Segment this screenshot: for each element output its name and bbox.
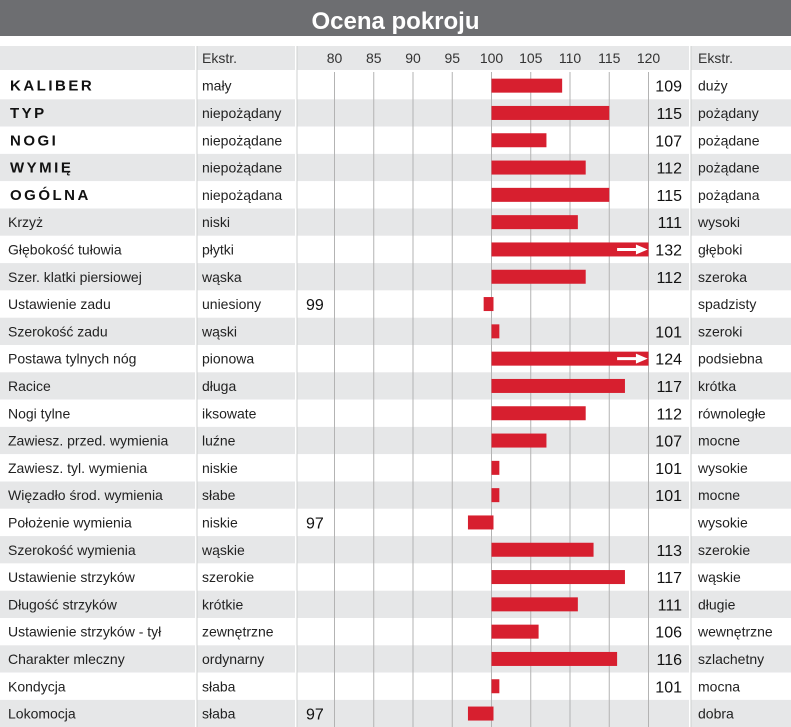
value-label: 107 xyxy=(655,433,682,451)
extreme-low-label: uniesiony xyxy=(202,296,262,313)
bar xyxy=(492,79,563,93)
x-tick-label: 85 xyxy=(365,50,382,66)
extreme-high-label: szerokie xyxy=(698,541,751,558)
extreme-high-label: wysoki xyxy=(698,214,741,231)
extreme-high-label: pożądana xyxy=(698,186,760,203)
value-label: 107 xyxy=(655,133,682,151)
extreme-low-label: krótkie xyxy=(202,596,244,613)
trait-label: OGÓLNA xyxy=(10,186,91,204)
value-label: 113 xyxy=(656,542,682,560)
trait-label: Więzadło środ. wymienia xyxy=(8,487,163,504)
x-tick-label: 95 xyxy=(444,50,461,66)
trait-label: Długość strzyków xyxy=(8,596,117,613)
extreme-high-label: pożądane xyxy=(698,132,760,149)
value-label: 106 xyxy=(655,624,682,642)
trait-label: NOGI xyxy=(10,132,59,150)
trait-label: KALIBER xyxy=(10,77,95,95)
trait-label: Głębokość tułowia xyxy=(8,241,122,258)
bar xyxy=(492,625,539,639)
column-header-row xyxy=(0,46,791,70)
extreme-high-label: duży xyxy=(698,77,728,94)
bar xyxy=(492,597,578,611)
value-label: 97 xyxy=(306,706,324,724)
value-label: 101 xyxy=(655,460,682,478)
value-label: 116 xyxy=(656,651,682,669)
x-tick-label: 100 xyxy=(479,50,504,66)
trait-label: Szer. klatki piersiowej xyxy=(8,268,142,285)
value-label: 132 xyxy=(655,242,682,260)
bar xyxy=(492,161,586,175)
trait-label: Ustawienie strzyków - tył xyxy=(8,623,162,640)
extreme-low-label: słaba xyxy=(202,678,236,695)
extreme-low-label: niskie xyxy=(202,459,238,476)
value-label: 115 xyxy=(656,105,682,123)
extreme-low-label: niepożądany xyxy=(202,104,282,121)
trait-label: Zawiesz. przed. wymienia xyxy=(8,432,169,449)
extreme-high-label: krótka xyxy=(698,377,737,394)
value-label: 115 xyxy=(656,187,682,205)
extreme-low-label: niepożądane xyxy=(202,159,283,176)
trait-label: Zawiesz. tyl. wymienia xyxy=(8,459,148,476)
extreme-low-label: niskie xyxy=(202,514,238,531)
bar xyxy=(492,379,625,393)
bar xyxy=(492,652,618,666)
trait-label: Ustawienie zadu xyxy=(8,296,111,313)
extreme-high-label: mocne xyxy=(698,487,741,504)
extreme-high-label: podsiebna xyxy=(698,350,763,367)
extreme-high-label: pożądane xyxy=(698,159,760,176)
value-label: 101 xyxy=(655,324,682,342)
extreme-high-label: wewnętrzne xyxy=(698,623,773,640)
extreme-high-label: pożądany xyxy=(698,104,759,121)
extreme-low-header: Ekstr. xyxy=(202,50,238,66)
extreme-low-label: zewnętrzne xyxy=(202,623,274,640)
value-label: 109 xyxy=(655,78,682,96)
extreme-low-label: słaba xyxy=(202,705,236,722)
bar xyxy=(492,215,578,229)
bar xyxy=(492,270,586,284)
value-label: 101 xyxy=(655,488,682,506)
extreme-high-label: spadzisty xyxy=(698,296,757,313)
extreme-low-label: słabe xyxy=(202,487,236,504)
extreme-low-label: szerokie xyxy=(202,569,255,586)
trait-label: Położenie wymienia xyxy=(8,514,132,531)
value-label: 111 xyxy=(657,215,682,233)
bar xyxy=(492,570,625,584)
chart-title: Ocena pokroju xyxy=(311,8,480,35)
bar xyxy=(492,461,500,475)
value-label: 112 xyxy=(656,269,682,287)
extreme-high-label: mocna xyxy=(698,678,741,695)
trait-label: Nogi tylne xyxy=(8,405,71,422)
value-label: 99 xyxy=(306,297,324,315)
bar xyxy=(468,515,494,529)
extreme-high-label: dobra xyxy=(698,705,734,722)
trait-label: Racice xyxy=(8,377,51,394)
row-background xyxy=(0,700,791,727)
extreme-low-label: wąska xyxy=(202,268,242,285)
x-tick-label: 105 xyxy=(519,50,543,66)
bar xyxy=(484,297,494,311)
trait-label: WYMIĘ xyxy=(10,159,74,177)
value-label: 111 xyxy=(657,597,682,615)
extreme-high-label: równoległe xyxy=(698,405,766,422)
extreme-high-header: Ekstr. xyxy=(698,50,734,66)
trait-label: Krzyż xyxy=(8,214,43,231)
extreme-high-label: szeroki xyxy=(698,323,743,340)
extreme-high-label: mocne xyxy=(698,432,741,449)
x-tick-label: 110 xyxy=(558,50,582,66)
bar xyxy=(492,133,547,147)
extreme-low-label: niepożądane xyxy=(202,132,283,149)
bar xyxy=(492,679,500,693)
extreme-low-label: niski xyxy=(202,214,231,231)
trait-label: Lokomocja xyxy=(8,705,76,722)
trait-label: Szerokość zadu xyxy=(8,323,108,340)
bar xyxy=(492,188,610,202)
value-label: 112 xyxy=(656,406,682,424)
bar xyxy=(492,106,610,120)
trait-label: TYP xyxy=(10,104,47,122)
bar xyxy=(492,543,594,557)
x-tick-label: 90 xyxy=(405,50,421,66)
row-background xyxy=(0,290,791,317)
extreme-low-label: długa xyxy=(202,377,237,394)
extreme-high-label: wysokie xyxy=(698,514,748,531)
extreme-high-label: długie xyxy=(698,596,736,613)
value-label: 101 xyxy=(655,679,682,697)
extreme-high-label: szeroka xyxy=(698,268,748,285)
extreme-high-label: wąskie xyxy=(698,569,741,586)
extreme-high-label: wysokie xyxy=(698,459,748,476)
extreme-high-label: szlachetny xyxy=(698,650,765,667)
extreme-low-label: mały xyxy=(202,77,232,94)
value-label: 112 xyxy=(656,160,682,178)
x-tick-label: 120 xyxy=(636,50,661,66)
extreme-low-label: pionowa xyxy=(202,350,255,367)
x-tick-label: 80 xyxy=(326,50,343,66)
trait-label: Ustawienie strzyków xyxy=(8,569,135,586)
extreme-low-label: wąskie xyxy=(202,541,245,558)
extreme-low-label: luźne xyxy=(202,432,236,449)
bar xyxy=(492,488,500,502)
extreme-low-label: wąski xyxy=(202,323,238,340)
trait-label: Szerokość wymienia xyxy=(8,541,136,558)
value-label: 117 xyxy=(656,378,682,396)
x-tick-label: 115 xyxy=(598,50,621,66)
bar xyxy=(492,434,547,448)
value-label: 97 xyxy=(306,515,324,533)
bar xyxy=(492,406,586,420)
extreme-low-label: iksowate xyxy=(202,405,257,422)
bar xyxy=(468,707,494,721)
trait-label: Charakter mleczny xyxy=(8,650,125,667)
bar xyxy=(492,324,500,338)
extreme-low-label: płytki xyxy=(202,241,234,258)
extreme-low-label: niepożądana xyxy=(202,186,283,203)
extreme-low-label: ordynarny xyxy=(202,650,265,667)
value-label: 124 xyxy=(655,351,682,369)
trait-label: Postawa tylnych nóg xyxy=(8,350,137,367)
trait-label: Kondycja xyxy=(8,678,66,695)
extreme-high-label: głęboki xyxy=(698,241,743,258)
value-label: 117 xyxy=(656,570,682,588)
